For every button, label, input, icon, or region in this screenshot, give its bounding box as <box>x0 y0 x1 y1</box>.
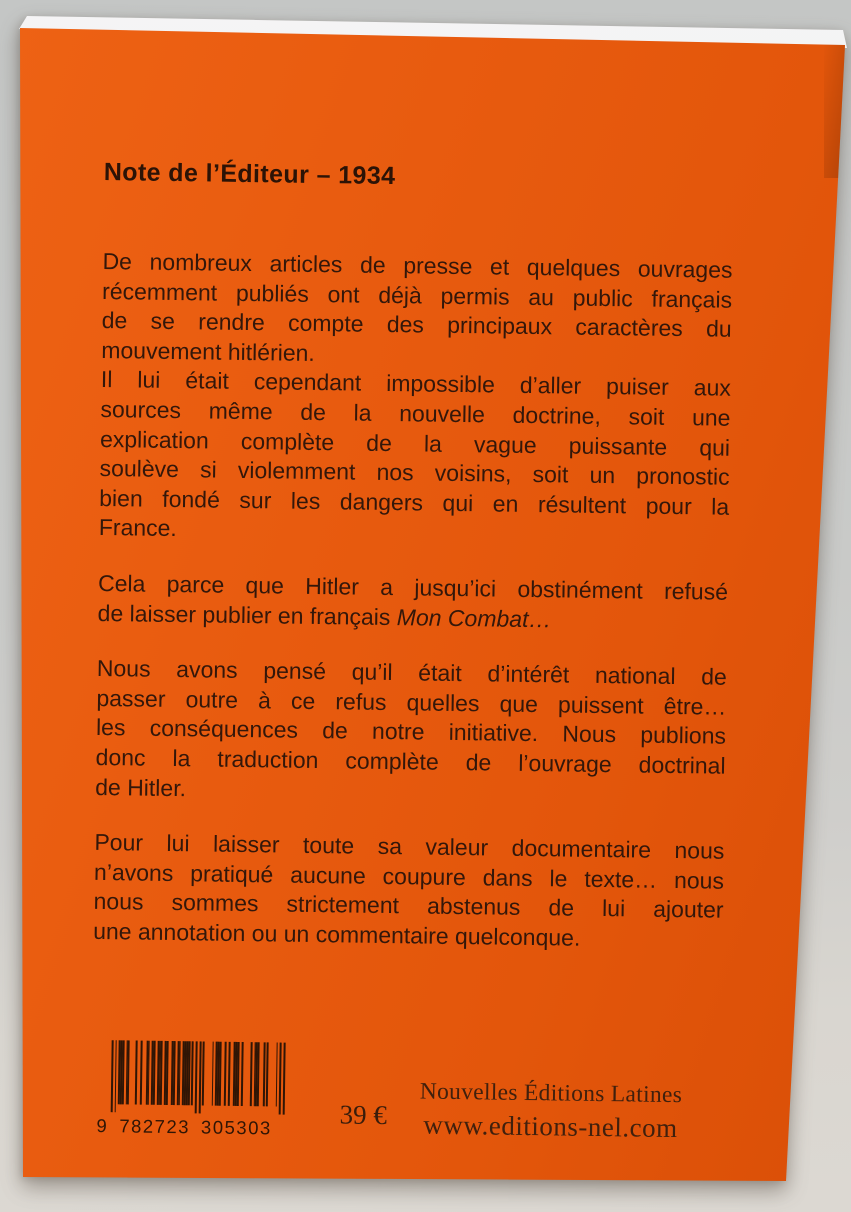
text-line: mouvement hitlérien. <box>101 336 315 366</box>
editor-note <box>93 247 733 955</box>
barcode-digit-group: 782723 <box>119 1115 191 1138</box>
barcode-digit-group: 9 <box>96 1114 109 1137</box>
paragraph <box>99 365 731 551</box>
publisher-website: www.editions-nel.com <box>423 1109 678 1144</box>
publisher-name: Nouvelles Éditions Latines <box>419 1078 683 1109</box>
barcode-digit-group: 305303 <box>200 1116 272 1139</box>
text-line: donc la traduction complète de l’ouvrage doctrinal <box>95 743 726 779</box>
text-line: nous sommes strictement abstenus de lui ajouter <box>93 888 724 924</box>
paragraph <box>97 569 728 637</box>
text-line: récemment publiés ont déjà permis au public français <box>101 277 733 313</box>
text-line: de se rendre compte des principaux caractères du <box>101 307 732 342</box>
text-line: explication complète de la vague puissante qui <box>99 425 731 461</box>
text-line: n’avons pratiqué aucune coupure dans le texte… nous <box>93 858 725 894</box>
text-line: Nous avons pensé qu’il était d’intérêt national de <box>96 655 727 690</box>
text-line: Cela parce que Hitler a jusqu’ici obstinément refusé <box>97 569 729 605</box>
cover-edge-shadow <box>824 38 848 178</box>
text-line: Il lui était cependant impossible d’aller puiser aux <box>100 366 732 402</box>
text-line: de laisser publier en français Mon Combat… <box>97 599 552 632</box>
publisher-block <box>390 1078 711 1144</box>
text-line: passer outre à ce refus quelles que puissent être… <box>96 684 727 720</box>
editor-note-title: Note de l’Éditeur – 1934 <box>103 158 396 191</box>
paragraph <box>93 828 725 955</box>
text-line: une annotation ou un commentaire quelconque. <box>93 917 581 951</box>
text-line: France. <box>98 514 178 542</box>
text-line: sources même de la nouvelle doctrine, soit une <box>100 395 731 431</box>
cover-content <box>90 158 734 1167</box>
text-line: les conséquences de notre initiative. Nous publions <box>95 714 727 750</box>
barcode-number <box>96 1115 286 1140</box>
text-line: bien fondé sur les dangers qui en résultent pour la <box>99 484 730 520</box>
ean-barcode <box>96 1040 287 1140</box>
text-line: de Hitler. <box>95 773 187 801</box>
text-line: soulève si violemment nos voisins, soit un pronostic <box>99 455 730 490</box>
text-line: Pour lui laisser toute sa valeur documentaire nous <box>94 829 725 864</box>
text-line: De nombreux articles de presse et quelques ouvrages <box>102 247 733 283</box>
paragraph <box>95 654 727 811</box>
barcode-bars <box>111 1040 286 1116</box>
paragraph <box>101 247 733 374</box>
price-label: 39 € <box>339 1099 388 1131</box>
